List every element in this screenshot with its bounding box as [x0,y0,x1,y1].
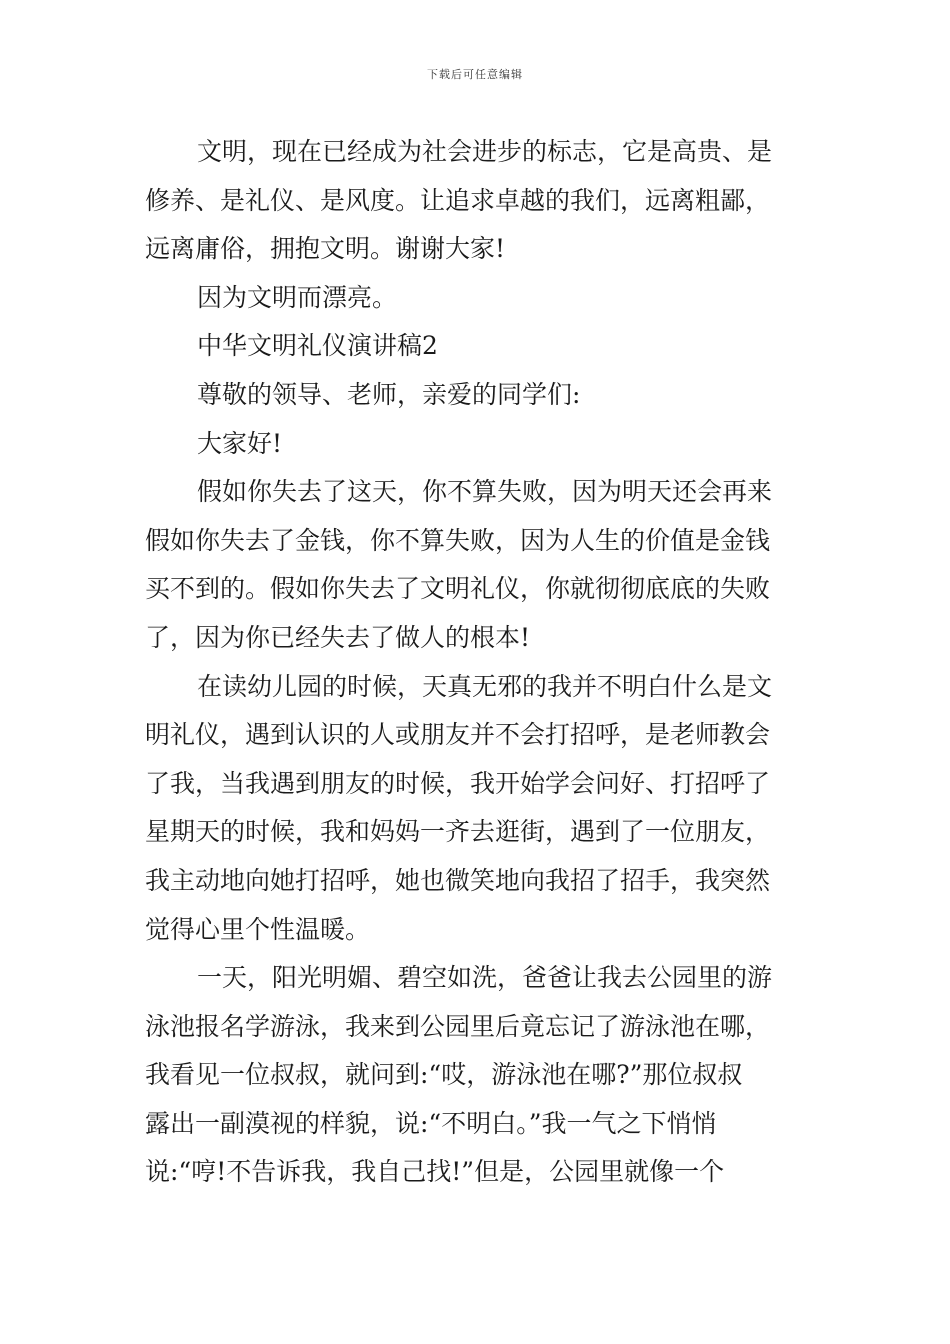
text-line: 明礼仪，遇到认识的人或朋友并不会打招呼，是老师教会 [145,720,771,750]
text-line: 假如你失去了这天，你不算失败，因为明天还会再来 [197,477,773,507]
text-line: 文明，现在已经成为社会进步的标志，它是高贵、是 [197,137,773,166]
text-line: 因为文明而漂亮。 [197,282,398,312]
document-body [145,128,810,1197]
text-line: 修养、是礼仪、是风度。让追求卓越的我们，远离粗鄙， [145,185,771,215]
page-header-note: 下载后可任意编辑 [427,68,523,81]
text-line: 我看见一位叔叔，就问到:“哎，游泳池在哪?”那位叔叔 [145,1060,743,1090]
text-line: 了，因为你已经失去了做人的根本! [145,622,531,652]
text-line: 买不到的。假如你失去了文明礼仪，你就彻彻底底的失败 [145,574,771,604]
text-line: 泳池报名学游泳，我来到公园里后竟忘记了游泳池在哪， [145,1011,771,1041]
text-line: 一天，阳光明媚、碧空如洗，爸爸让我去公园里的游 [197,963,773,993]
text-line: 远离庸俗，拥抱文明。谢谢大家! [145,234,506,264]
text-line: 说:“哼!不告诉我，我自己找!”但是，公园里就像一个 [145,1157,725,1187]
text-line: 大家好! [197,428,283,458]
text-line: 中华文明礼仪演讲稿2 [197,331,438,361]
text-line: 尊敬的领导、老师，亲爱的同学们: [197,379,581,409]
text-line: 露出一副漠视的样貌，说:“不明白。”我一气之下悄悄 [145,1108,717,1138]
text-line: 了我，当我遇到朋友的时候，我开始学会问好、打招呼了 [145,768,771,798]
text-line: 星期天的时候，我和妈妈一齐去逛街，遇到了一位朋友， [145,817,771,847]
text-line: 我主动地向她打招呼，她也微笑地向我招了招手，我突然 [145,865,771,895]
text-line: 在读幼儿园的时候，天真无邪的我并不明白什么是文 [197,671,773,701]
text-line: 假如你失去了金钱，你不算失败，因为人生的价值是金钱 [145,525,771,555]
text-line: 觉得心里个性温暖。 [145,914,371,944]
